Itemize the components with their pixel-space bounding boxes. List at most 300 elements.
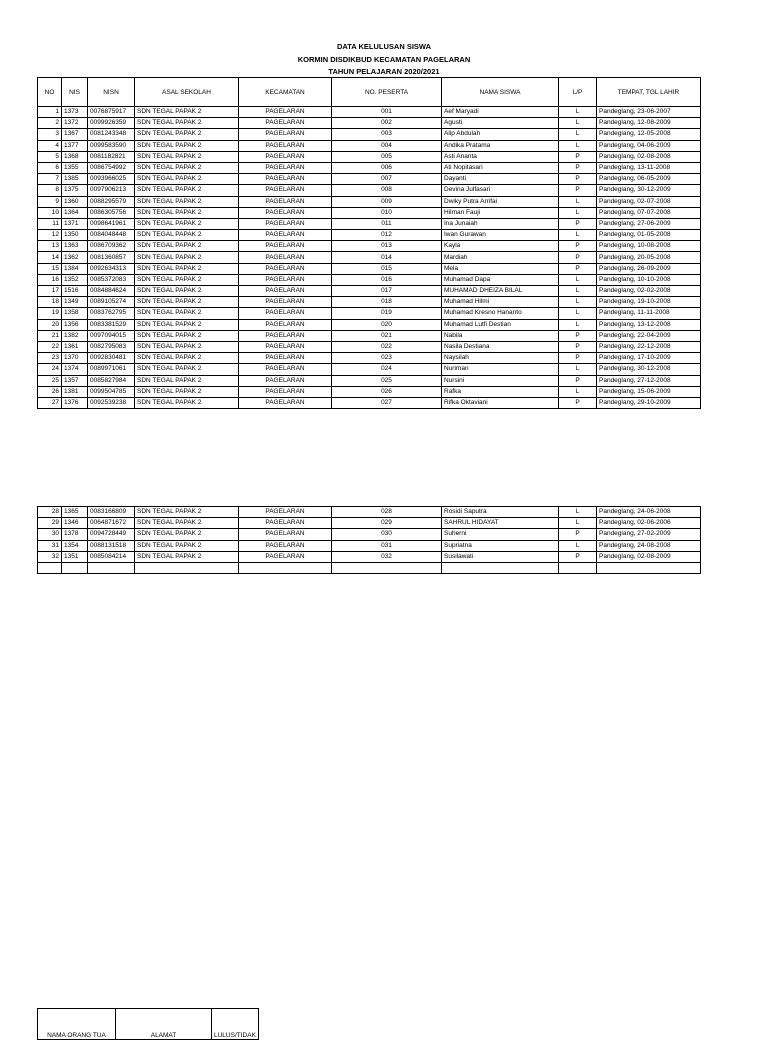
cell-no-peserta: 003 [332, 129, 442, 140]
cell-kecamatan: PAGELARAN [239, 218, 332, 229]
cell-kecamatan: PAGELARAN [239, 540, 332, 551]
title-line-3: TAHUN PELAJARAN 2020/2021 [328, 67, 440, 76]
cell-kecamatan: PAGELARAN [239, 230, 332, 241]
cell-nama-siswa: Muhamad Lutfi Destian [442, 319, 559, 330]
cell-no-peserta [332, 562, 442, 573]
cell-lp: P [559, 218, 597, 229]
cell-nisn: 0092634313 [88, 263, 135, 274]
cell-nisn: 0089971061 [88, 364, 135, 375]
cell-nis [62, 562, 88, 573]
table-row [38, 218, 701, 229]
table-row [38, 518, 701, 529]
cell-nis: 1365 [62, 507, 88, 518]
cell-kecamatan: PAGELARAN [239, 140, 332, 151]
cell-asal-sekolah: SDN TEGAL PAPAK 2 [135, 151, 239, 162]
graduation-table-1 [37, 77, 701, 409]
cell-asal-sekolah: SDN TEGAL PAPAK 2 [135, 207, 239, 218]
cell-tempat-tgl-lahir: Pandeglang, 15-06-2009 [597, 386, 701, 397]
cell-lp: L [559, 507, 597, 518]
cell-nis: 1371 [62, 218, 88, 229]
table-row [38, 129, 701, 140]
cell-nama-siswa: Agusti [442, 118, 559, 129]
table-row [38, 551, 701, 562]
cell-lp: P [559, 353, 597, 364]
cell-tempat-tgl-lahir: Pandeglang, 06-05-2009 [597, 174, 701, 185]
cell-tempat-tgl-lahir: Pandeglang, 17-10-2009 [597, 353, 701, 364]
cell-tempat-tgl-lahir: Pandeglang, 30-12-2008 [597, 364, 701, 375]
cell-nis: 1361 [62, 341, 88, 352]
table-row [38, 162, 701, 173]
cell-nama-siswa: Andika Pratama [442, 140, 559, 151]
cell-nisn: 0099583590 [88, 140, 135, 151]
cell-no-peserta: 021 [332, 330, 442, 341]
cell-no [38, 562, 62, 573]
cell-no-peserta: 019 [332, 308, 442, 319]
cell-no-peserta: 006 [332, 162, 442, 173]
cell-nis: 1364 [62, 207, 88, 218]
table-row [38, 386, 701, 397]
cell-nama-siswa: SAHRUL HIDAYAT [442, 518, 559, 529]
cell-no: 16 [38, 274, 62, 285]
cell-nisn: 0089105274 [88, 297, 135, 308]
cell-kecamatan: PAGELARAN [239, 241, 332, 252]
cell-no-peserta: 018 [332, 297, 442, 308]
cell-nama-siswa: Ina Junaiah [442, 218, 559, 229]
cell-nama-siswa: Naysilah [442, 353, 559, 364]
cell-tempat-tgl-lahir: Pandeglang, 27-02-2009 [597, 529, 701, 540]
table-row [38, 174, 701, 185]
parent-info-table [37, 1008, 259, 1040]
cell-kecamatan: PAGELARAN [239, 551, 332, 562]
cell-asal-sekolah: SDN TEGAL PAPAK 2 [135, 140, 239, 151]
cell-nisn: 0093966025 [88, 174, 135, 185]
cell-no-peserta: 002 [332, 118, 442, 129]
cell-no-peserta: 004 [332, 140, 442, 151]
cell-nis: 1375 [62, 185, 88, 196]
cell-no: 9 [38, 196, 62, 207]
cell-tempat-tgl-lahir: Pandeglang, 02-06-2006 [597, 518, 701, 529]
cell-nisn: 0085084214 [88, 551, 135, 562]
table-row [38, 297, 701, 308]
cell-asal-sekolah: SDN TEGAL PAPAK 2 [135, 308, 239, 319]
cell-tempat-tgl-lahir: Pandeglang, 27-06-2009 [597, 218, 701, 229]
table-row [38, 397, 701, 408]
cell-asal-sekolah: SDN TEGAL PAPAK 2 [135, 551, 239, 562]
cell-no-peserta: 028 [332, 507, 442, 518]
cell-nama-siswa: Muhamad Hilmi [442, 297, 559, 308]
cell-kecamatan: PAGELARAN [239, 151, 332, 162]
cell-no-peserta: 020 [332, 319, 442, 330]
cell-no: 29 [38, 518, 62, 529]
cell-tempat-tgl-lahir: Pandeglang, 10-10-2008 [597, 274, 701, 285]
cell-asal-sekolah: SDN TEGAL PAPAK 2 [135, 386, 239, 397]
cell-lp: P [559, 529, 597, 540]
footer-header-nama-orang-tua: NAMA ORANG TUA [38, 1009, 116, 1040]
cell-tempat-tgl-lahir: Pandeglang, 11-11-2008 [597, 308, 701, 319]
cell-asal-sekolah: SDN TEGAL PAPAK 2 [135, 518, 239, 529]
cell-nama-siswa: Aef Maryadi [442, 107, 559, 118]
cell-kecamatan: PAGELARAN [239, 196, 332, 207]
cell-lp [559, 562, 597, 573]
cell-lp: P [559, 330, 597, 341]
cell-asal-sekolah: SDN TEGAL PAPAK 2 [135, 185, 239, 196]
cell-nis: 1370 [62, 353, 88, 364]
parent-info-header-row [38, 1009, 259, 1040]
cell-nama-siswa: Nasila Destiana [442, 341, 559, 352]
cell-nis: 1378 [62, 529, 88, 540]
table-row [38, 507, 701, 518]
cell-tempat-tgl-lahir: Pandeglang, 19-10-2008 [597, 297, 701, 308]
cell-kecamatan: PAGELARAN [239, 341, 332, 352]
cell-lp: L [559, 140, 597, 151]
cell-nama-siswa: Muhamad Kresno Hananto [442, 308, 559, 319]
cell-lp: P [559, 174, 597, 185]
cell-asal-sekolah: SDN TEGAL PAPAK 2 [135, 529, 239, 540]
cell-nis: 1384 [62, 263, 88, 274]
cell-nis: 1516 [62, 286, 88, 297]
cell-no: 11 [38, 218, 62, 229]
cell-asal-sekolah: SDN TEGAL PAPAK 2 [135, 364, 239, 375]
cell-tempat-tgl-lahir: Pandeglang, 12-05-2008 [597, 129, 701, 140]
cell-lp: L [559, 518, 597, 529]
cell-nama-siswa: Suherni [442, 529, 559, 540]
cell-nis: 1374 [62, 364, 88, 375]
cell-lp: L [559, 364, 597, 375]
cell-nisn: 0064871672 [88, 518, 135, 529]
cell-tempat-tgl-lahir: Pandeglang, 02-02-2008 [597, 286, 701, 297]
title-line-1: DATA KELULUSAN SISWA [336, 42, 432, 51]
cell-lp: L [559, 286, 597, 297]
cell-no: 22 [38, 341, 62, 352]
cell-nis: 1373 [62, 107, 88, 118]
table-row [38, 207, 701, 218]
cell-nisn: 0092830481 [88, 353, 135, 364]
cell-nisn: 0086305756 [88, 207, 135, 218]
cell-no: 15 [38, 263, 62, 274]
cell-asal-sekolah: SDN TEGAL PAPAK 2 [135, 218, 239, 229]
cell-asal-sekolah: SDN TEGAL PAPAK 2 [135, 353, 239, 364]
cell-no: 10 [38, 207, 62, 218]
cell-nis: 1357 [62, 375, 88, 386]
cell-tempat-tgl-lahir: Pandeglang, 30-12-2009 [597, 185, 701, 196]
cell-nis: 1346 [62, 518, 88, 529]
table-row [38, 308, 701, 319]
cell-nis: 1355 [62, 162, 88, 173]
cell-tempat-tgl-lahir: Pandeglang, 01-05-2008 [597, 230, 701, 241]
table-row [38, 241, 701, 252]
cell-no: 30 [38, 529, 62, 540]
cell-lp: L [559, 207, 597, 218]
cell-nis: 1363 [62, 241, 88, 252]
cell-no-peserta: 013 [332, 241, 442, 252]
cell-no-peserta: 012 [332, 230, 442, 241]
cell-nisn: 0081243348 [88, 129, 135, 140]
cell-tempat-tgl-lahir: Pandeglang, 22-12-2008 [597, 341, 701, 352]
header-lp: L/P [559, 78, 597, 107]
cell-nama-siswa: Nursini [442, 375, 559, 386]
cell-lp: P [559, 241, 597, 252]
cell-tempat-tgl-lahir: Pandeglang, 23-06-2007 [597, 107, 701, 118]
cell-nisn: 0086709362 [88, 241, 135, 252]
cell-no: 12 [38, 230, 62, 241]
cell-no: 2 [38, 118, 62, 129]
cell-lp: P [559, 162, 597, 173]
cell-asal-sekolah: SDN TEGAL PAPAK 2 [135, 196, 239, 207]
header-nama-siswa: NAMA SISWA [442, 78, 559, 107]
cell-nis: 1382 [62, 330, 88, 341]
cell-nama-siswa: Mela [442, 263, 559, 274]
cell-asal-sekolah: SDN TEGAL PAPAK 2 [135, 297, 239, 308]
table-row [38, 263, 701, 274]
cell-nisn: 0088131518 [88, 540, 135, 551]
cell-asal-sekolah: SDN TEGAL PAPAK 2 [135, 107, 239, 118]
cell-tempat-tgl-lahir [597, 562, 701, 573]
cell-asal-sekolah: SDN TEGAL PAPAK 2 [135, 174, 239, 185]
header-nisn: NISN [88, 78, 135, 107]
cell-kecamatan: PAGELARAN [239, 297, 332, 308]
cell-nisn [88, 562, 135, 573]
cell-no: 17 [38, 286, 62, 297]
cell-nis: 1360 [62, 196, 88, 207]
cell-tempat-tgl-lahir: Pandeglang, 24-06-2008 [597, 507, 701, 518]
cell-no: 14 [38, 252, 62, 263]
table-header-row [38, 78, 701, 107]
cell-nisn: 0084884624 [88, 286, 135, 297]
cell-no: 6 [38, 162, 62, 173]
cell-kecamatan: PAGELARAN [239, 529, 332, 540]
table-row [38, 364, 701, 375]
cell-tempat-tgl-lahir: Pandeglang, 12-08-2009 [597, 118, 701, 129]
cell-no-peserta: 015 [332, 263, 442, 274]
cell-kecamatan: PAGELARAN [239, 364, 332, 375]
cell-no-peserta: 017 [332, 286, 442, 297]
header-kecamatan: KECAMATAN [239, 78, 332, 107]
cell-kecamatan: PAGELARAN [239, 308, 332, 319]
cell-tempat-tgl-lahir: Pandeglang, 07-07-2008 [597, 207, 701, 218]
cell-asal-sekolah [135, 562, 239, 573]
cell-no-peserta: 026 [332, 386, 442, 397]
title-line-2: KORMIN DISDIKBUD KECAMATAN PAGELARAN [297, 55, 471, 64]
cell-kecamatan: PAGELARAN [239, 174, 332, 185]
cell-lp: P [559, 185, 597, 196]
cell-no: 8 [38, 185, 62, 196]
cell-kecamatan: PAGELARAN [239, 185, 332, 196]
cell-kecamatan: PAGELARAN [239, 330, 332, 341]
table-row [38, 185, 701, 196]
cell-nis: 1350 [62, 230, 88, 241]
cell-lp: P [559, 252, 597, 263]
cell-nisn: 0086754992 [88, 162, 135, 173]
table-row [38, 319, 701, 330]
cell-lp: P [559, 151, 597, 162]
cell-nisn: 0083762795 [88, 308, 135, 319]
cell-nisn: 0097906213 [88, 185, 135, 196]
cell-no: 32 [38, 551, 62, 562]
cell-no: 3 [38, 129, 62, 140]
cell-no-peserta: 032 [332, 551, 442, 562]
cell-kecamatan: PAGELARAN [239, 252, 332, 263]
cell-tempat-tgl-lahir: Pandeglang, 13-12-2008 [597, 319, 701, 330]
cell-asal-sekolah: SDN TEGAL PAPAK 2 [135, 118, 239, 129]
header-no: NO [38, 78, 62, 107]
table-row [38, 274, 701, 285]
cell-kecamatan: PAGELARAN [239, 375, 332, 386]
cell-asal-sekolah: SDN TEGAL PAPAK 2 [135, 330, 239, 341]
cell-asal-sekolah: SDN TEGAL PAPAK 2 [135, 319, 239, 330]
cell-nisn: 0081360857 [88, 252, 135, 263]
cell-lp: L [559, 230, 597, 241]
cell-nisn: 0082795083 [88, 341, 135, 352]
cell-kecamatan: PAGELARAN [239, 286, 332, 297]
cell-no: 18 [38, 297, 62, 308]
cell-nis: 1356 [62, 319, 88, 330]
cell-nisn: 0076875917 [88, 107, 135, 118]
cell-nisn: 0085827984 [88, 375, 135, 386]
cell-nis: 1349 [62, 297, 88, 308]
cell-no: 7 [38, 174, 62, 185]
cell-asal-sekolah: SDN TEGAL PAPAK 2 [135, 397, 239, 408]
cell-asal-sekolah: SDN TEGAL PAPAK 2 [135, 230, 239, 241]
cell-tempat-tgl-lahir: Pandeglang, 02-07-2008 [597, 196, 701, 207]
cell-lp: P [559, 341, 597, 352]
cell-kecamatan: PAGELARAN [239, 274, 332, 285]
cell-nisn: 0099926359 [88, 118, 135, 129]
cell-kecamatan: PAGELARAN [239, 353, 332, 364]
graduation-table-2 [37, 506, 701, 574]
cell-kecamatan: PAGELARAN [239, 507, 332, 518]
cell-nama-siswa: Supriatna [442, 540, 559, 551]
table-row [38, 562, 701, 573]
cell-nis: 1377 [62, 140, 88, 151]
cell-nis: 1354 [62, 540, 88, 551]
cell-lp: L [559, 297, 597, 308]
table-row [38, 529, 701, 540]
cell-kecamatan: PAGELARAN [239, 386, 332, 397]
cell-nisn: 0092539238 [88, 397, 135, 408]
cell-lp: L [559, 308, 597, 319]
cell-lp: L [559, 129, 597, 140]
cell-nama-siswa: Asti Ananta [442, 151, 559, 162]
cell-kecamatan: PAGELARAN [239, 129, 332, 140]
cell-lp: L [559, 196, 597, 207]
cell-kecamatan: PAGELARAN [239, 207, 332, 218]
cell-lp: L [559, 118, 597, 129]
cell-no-peserta: 005 [332, 151, 442, 162]
table-row [38, 151, 701, 162]
cell-lp: P [559, 397, 597, 408]
cell-no: 13 [38, 241, 62, 252]
cell-lp: L [559, 386, 597, 397]
cell-tempat-tgl-lahir: Pandeglang, 02-08-2008 [597, 151, 701, 162]
cell-nis: 1381 [62, 386, 88, 397]
cell-nis: 1367 [62, 129, 88, 140]
footer-header-alamat: ALAMAT [116, 1009, 212, 1040]
cell-tempat-tgl-lahir: Pandeglang, 24-08-2008 [597, 540, 701, 551]
table-row [38, 118, 701, 129]
cell-nis: 1385 [62, 174, 88, 185]
cell-nama-siswa: MUHAMAD DHEIZA BILAL [442, 286, 559, 297]
cell-nama-siswa [442, 562, 559, 573]
cell-asal-sekolah: SDN TEGAL PAPAK 2 [135, 274, 239, 285]
cell-nama-siswa: Rifka Oktaviani [442, 397, 559, 408]
table-row [38, 140, 701, 151]
cell-tempat-tgl-lahir: Pandeglang, 29-10-2009 [597, 397, 701, 408]
table-row [38, 230, 701, 241]
cell-tempat-tgl-lahir: Pandeglang, 04-06-2009 [597, 140, 701, 151]
cell-asal-sekolah: SDN TEGAL PAPAK 2 [135, 375, 239, 386]
cell-no-peserta: 024 [332, 364, 442, 375]
cell-no-peserta: 031 [332, 540, 442, 551]
cell-nis: 1352 [62, 274, 88, 285]
cell-nama-siswa: Muhamad Dapa [442, 274, 559, 285]
cell-nama-siswa: Nuriman [442, 364, 559, 375]
cell-kecamatan: PAGELARAN [239, 518, 332, 529]
cell-nisn: 0084048448 [88, 230, 135, 241]
table-row [38, 196, 701, 207]
table-row [38, 375, 701, 386]
cell-nisn: 0083166809 [88, 507, 135, 518]
cell-no-peserta: 009 [332, 196, 442, 207]
cell-nama-siswa: Devina Julfasari [442, 185, 559, 196]
cell-asal-sekolah: SDN TEGAL PAPAK 2 [135, 241, 239, 252]
table-row [38, 286, 701, 297]
cell-no: 28 [38, 507, 62, 518]
cell-nama-siswa: Dayanti [442, 174, 559, 185]
cell-nis: 1368 [62, 151, 88, 162]
cell-kecamatan: PAGELARAN [239, 118, 332, 129]
cell-no: 31 [38, 540, 62, 551]
cell-asal-sekolah: SDN TEGAL PAPAK 2 [135, 263, 239, 274]
header-nis: NIS [62, 78, 88, 107]
table-row [38, 107, 701, 118]
cell-no: 23 [38, 353, 62, 364]
cell-tempat-tgl-lahir: Pandeglang, 26-09-2009 [597, 263, 701, 274]
cell-nama-siswa: Ati Nopitasari [442, 162, 559, 173]
cell-nis: 1376 [62, 397, 88, 408]
cell-tempat-tgl-lahir: Pandeglang, 13-11-2008 [597, 162, 701, 173]
cell-asal-sekolah: SDN TEGAL PAPAK 2 [135, 252, 239, 263]
cell-nama-siswa: Rafka [442, 386, 559, 397]
table-row [38, 330, 701, 341]
cell-no: 19 [38, 308, 62, 319]
table-row [38, 353, 701, 364]
cell-no-peserta: 007 [332, 174, 442, 185]
cell-asal-sekolah: SDN TEGAL PAPAK 2 [135, 341, 239, 352]
cell-nama-siswa: Mardiah [442, 252, 559, 263]
cell-asal-sekolah: SDN TEGAL PAPAK 2 [135, 507, 239, 518]
table-row [38, 341, 701, 352]
cell-nisn: 0083381529 [88, 319, 135, 330]
cell-kecamatan: PAGELARAN [239, 397, 332, 408]
cell-kecamatan: PAGELARAN [239, 263, 332, 274]
cell-nis: 1372 [62, 118, 88, 129]
cell-nis: 1362 [62, 252, 88, 263]
cell-nama-siswa: Nabila [442, 330, 559, 341]
cell-no-peserta: 025 [332, 375, 442, 386]
table-row [38, 252, 701, 263]
cell-kecamatan [239, 562, 332, 573]
cell-nama-siswa: Iwan Gurawan [442, 230, 559, 241]
cell-no: 24 [38, 364, 62, 375]
cell-nis: 1351 [62, 551, 88, 562]
cell-no-peserta: 029 [332, 518, 442, 529]
cell-no-peserta: 014 [332, 252, 442, 263]
cell-tempat-tgl-lahir: Pandeglang, 27-12-2008 [597, 375, 701, 386]
cell-nisn: 0097094015 [88, 330, 135, 341]
cell-no: 21 [38, 330, 62, 341]
cell-no-peserta: 008 [332, 185, 442, 196]
cell-no: 4 [38, 140, 62, 151]
